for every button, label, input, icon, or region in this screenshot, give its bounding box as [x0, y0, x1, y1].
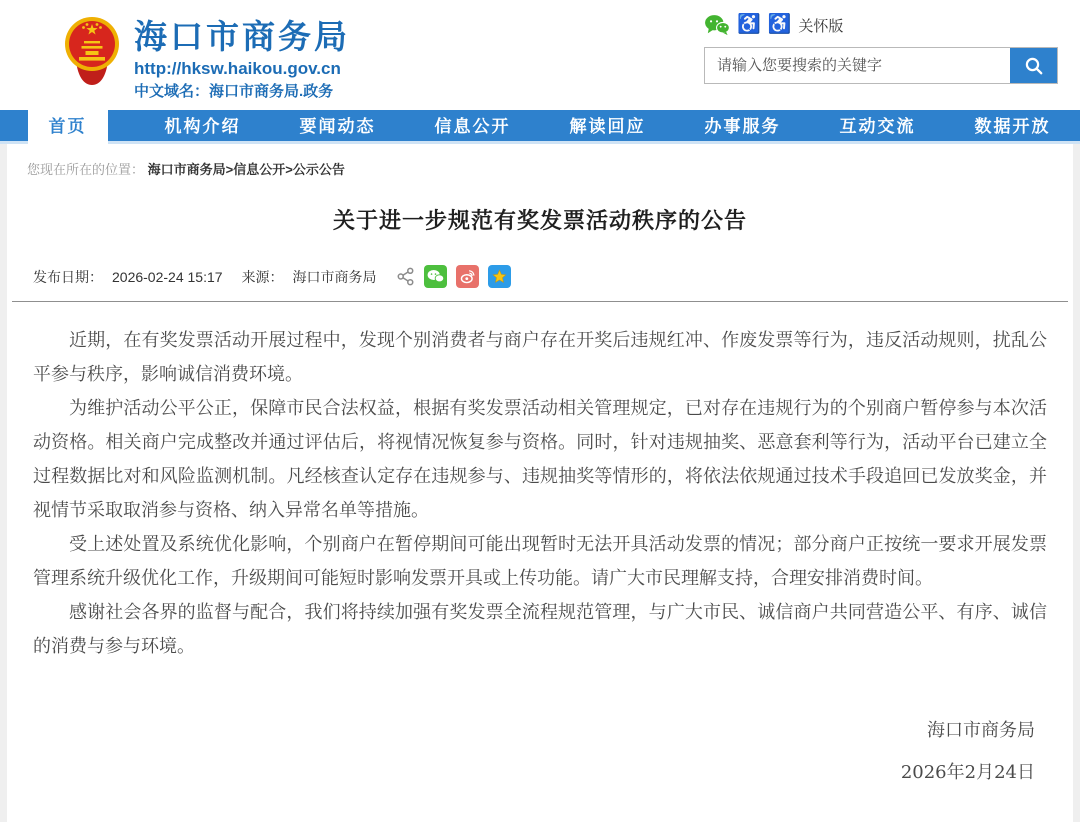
accessibility-icon[interactable]: ♿ [737, 14, 761, 35]
search-box [704, 47, 1058, 84]
article-title: 关于进一步规范有奖发票活动秩序的公告 [332, 208, 747, 233]
publish-date-label: 发布日期： [33, 268, 103, 285]
site-title: 海口市商务局 [134, 18, 350, 55]
breadcrumb-path[interactable]: 海口市商务局>信息公开>公示公告 [147, 162, 345, 177]
paragraph-2: 为维护活动公平公正，保障市民合法权益，根据有奖发票活动相关管理规定，已对存在违规行为的个别商户暂停参与本次活动资格。相关商户完成整改并通过评估后，将视情况恢复参与资格。同时，针对违规抽奖、恶意套利等行为，活动平台已建立全过程数据比对和风险监测机制。凡经核查认定存在违规参与、违规抽奖等情形的，将依法依规通过技术手段追回已发放奖金，并视情节采取取消参与资格、纳入异常名单等措施。 [33, 398, 1047, 521]
article-meta [33, 265, 1073, 288]
site-domain: 中文域名：海口市商务局.政务 [134, 83, 334, 100]
article-signature [7, 710, 1035, 794]
nav-item-open-data[interactable]: 数据开放 [974, 117, 1051, 136]
search-input[interactable] [705, 48, 1010, 83]
breadcrumb [7, 144, 1073, 184]
source-label: 来源： [241, 268, 284, 285]
site-url: http://hksw.haikou.gov.cn [134, 59, 341, 78]
nav-item-interaction[interactable]: 互动交流 [839, 117, 916, 136]
paragraph-4: 感谢社会各界的监督与配合，我们将持续加强有奖发票全流程规范管理，与广大市民、诚信商户共同营造公平、有序、诚信的消费与参与环境。 [33, 602, 1047, 657]
nav-item-info-disclosure[interactable]: 信息公开 [434, 117, 511, 136]
nav-item-interpretation[interactable]: 解读回应 [569, 117, 646, 136]
source-value: 海口市商务局 [292, 268, 377, 285]
search-icon [1024, 56, 1044, 76]
nav-item-home[interactable]: 首页 [0, 110, 135, 141]
site-header [0, 0, 1080, 110]
care-version-label[interactable]: 关怀版 [798, 17, 844, 35]
national-emblem-icon [64, 15, 120, 91]
publish-date: 2026-02-24 15:17 [112, 268, 223, 285]
main-nav [0, 110, 1080, 144]
paragraph-1: 近期，在有奖发票活动开展过程中，发现个别消费者与商户存在开奖后违规红冲、作废发票等行为，违反活动规则，扰乱公平参与秩序，影响诚信消费环境。 [33, 330, 1047, 385]
care-version-icon[interactable]: ♿ [767, 14, 792, 35]
meta-divider [12, 301, 1068, 302]
signature-date: 2026年2月24日 [900, 762, 1035, 783]
site-brand [64, 0, 350, 110]
share-qzone-icon[interactable] [488, 265, 511, 288]
share-wechat-icon[interactable] [424, 265, 447, 288]
wechat-icon[interactable] [704, 14, 730, 36]
accessibility-row [704, 12, 1058, 38]
breadcrumb-label: 您现在所在的位置： [27, 162, 145, 177]
header-right [704, 0, 1058, 110]
share-icon[interactable] [396, 267, 415, 286]
nav-item-services[interactable]: 办事服务 [704, 117, 781, 136]
content-area [0, 144, 1080, 822]
search-button[interactable] [1010, 48, 1057, 83]
signature-org: 海口市商务局 [927, 720, 1035, 741]
share-weibo-icon[interactable] [456, 265, 479, 288]
nav-item-about[interactable]: 机构介绍 [164, 117, 241, 136]
paragraph-3: 受上述处置及系统优化影响，个别商户在暂停期间可能出现暂时无法开具活动发票的情况；部分商户正按统一要求开展发票管理系统升级优化工作，升级期间可能短时影响发票开具或上传功能。请广大市民理解支持，合理安排消费时间。 [33, 534, 1047, 589]
nav-item-news[interactable]: 要闻动态 [299, 117, 376, 136]
brand-text [134, 15, 350, 110]
article-body [33, 324, 1047, 664]
